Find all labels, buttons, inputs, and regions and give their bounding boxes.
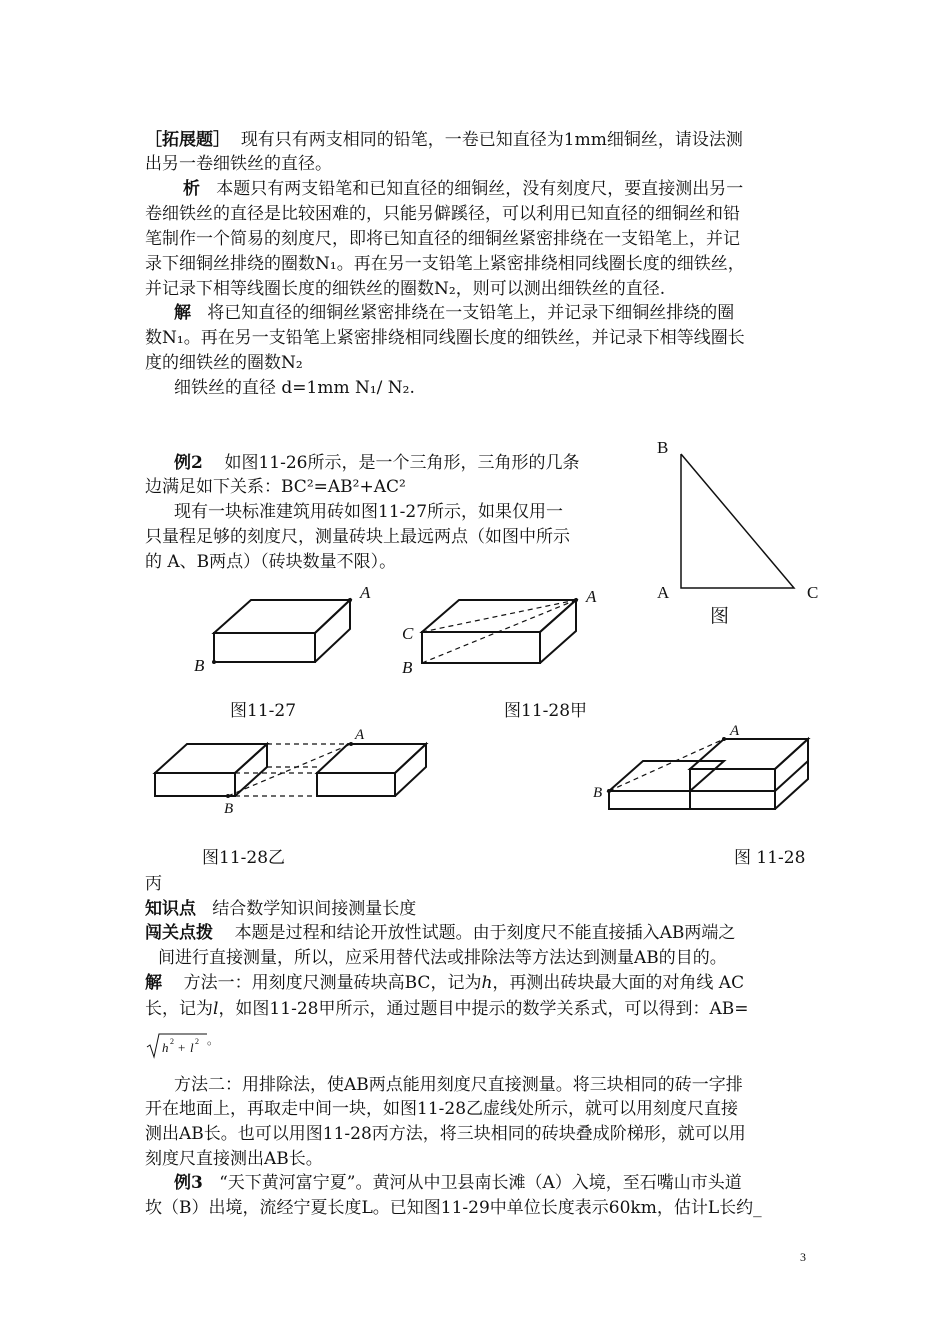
ex3-line-1 [174,1172,742,1194]
page-number: 3 [800,1250,806,1264]
solution-text-1a: 方法一：用刻度尺测量砖块高BC，记为 [183,973,482,993]
label-C: C [402,624,414,643]
caption-11-28-bing-suffix: 丙 [145,874,162,894]
label-A: A [360,583,371,602]
label-B: B [402,658,413,677]
ext-solution-1 [174,302,734,324]
ex3-text-1: “天下黄河富宁夏”。黄河从中卫县南长滩（A）入境，至石嘴山市头道 [219,1173,742,1193]
ex2-label: 例2 [174,453,203,473]
tips-line-2: 间进行直接测量，所以，应采用替代法或排除法等方法达到测量AB的目的。 [158,948,727,968]
label-A: A [730,723,740,739]
solution-text-1b: ，再测出砖块最大面的对角线 AC [492,973,745,993]
brick-figure-11-28-bing [590,720,820,820]
caption-11-27: 图11-27 [230,701,297,721]
left-brick-side [235,744,267,796]
ext-solution-3: 度的细铁丝的圈数N₂ [145,353,303,373]
ext-analysis-3: 笔制作一个简易的刻度尺，即将已知直径的细铜丝紧密排绕在一支铅笔上，并记 [145,229,740,249]
ex3-line-2: 坎（B）出境，流经宁夏长度L。已知图11-29中单位长度表示60km，估计L长约_ [145,1198,762,1218]
brick-front [214,633,315,662]
ex2-line-2: 边满足如下关系：BC²=AB²+AC² [145,477,406,497]
var-h: h [481,973,493,993]
point-B [212,660,216,664]
ext-analysis-2: 卷细铁丝的直径是比较困难的，只能另僻蹊径，可以利用已知直径的细铜丝和铅 [145,204,740,224]
ex2-line-3: 现有一块标准建筑用砖如图11-27所示，如果仅用一 [174,502,564,522]
ex2-line-1 [174,452,579,474]
tips-line-1 [145,922,735,944]
knowledge-text: 结合数学知识间接测量长度 [212,899,417,919]
brick-side [540,600,576,663]
right-brick-front [317,773,395,796]
solution-line-2 [145,998,748,1020]
ext-analysis-4: 录下细铜丝排绕的圈数N₁。再在另一支铅笔上紧密排绕相同线圈长度的细铁丝， [145,254,745,274]
ex2-line-4: 只量程足够的刻度尺，测量砖块上最远两点（如图中所示 [145,527,570,547]
sqrt-formula [145,1030,225,1060]
point-A [722,737,726,741]
ext-question-1: 现有只有两支相同的铅笔，一卷已知直径为1mm细铜丝，请设法测 [240,130,743,150]
ext-question-2: 出另一卷细铁丝的直径。 [145,154,332,174]
ext-line-1 [145,129,743,151]
formula-plus: + [178,1040,186,1055]
ext-analysis-1 [183,178,743,200]
diagonal-AC [422,600,576,632]
solution-line-1 [145,972,744,994]
tips-text-1: 本题是过程和结论开放性试题。由于刻度尺不能直接插入AB两端之 [234,923,736,943]
point-B [226,794,230,798]
brick-figure-11-27 [190,583,390,683]
knowledge-label: 知识点 [145,899,196,919]
formula-l: l [190,1040,194,1055]
solution-text-1: 将已知直径的细铜丝紧密排绕在一支铅笔上，并记录下细铜丝排绕的圈 [207,303,735,323]
knowledge-line [145,898,416,920]
ext-tag: ［拓展题］ [145,130,230,150]
point-A [348,598,352,602]
solution-line-3: 方法二：用排除法，使AB两点能用刻度尺直接测量。将三块相同的砖一字排 [174,1075,743,1095]
dash-AB [609,739,724,791]
right-brick-side [395,744,426,796]
stack-side [775,739,808,809]
analysis-text-1: 本题只有两支铅笔和已知直径的细铜丝，没有刻度尺，要直接测出另一 [216,179,744,199]
ex3-label: 例3 [174,1173,203,1193]
triangle-label-C: C [807,583,819,602]
label-B: B [194,656,205,675]
solution-line-6: 刻度尺直接测出AB长。 [145,1149,323,1169]
brick-top [422,600,576,632]
label-A: A [586,587,597,606]
triangle-label-A: A [657,583,670,602]
xi-label: 析 [183,179,200,199]
solution-line-4: 开在地面上，再取走中间一块，如图11-28乙虚线处所示，就可以用刻度尺直接 [145,1099,739,1119]
ext-analysis-5: 并记录下相等线圈长度的细铁丝的圈数N₂，则可以测出细铁丝的直径. [145,279,666,299]
var-l: l [213,999,219,1019]
solution-label: 解 [145,973,162,993]
point-A [574,598,578,602]
triangle-label-B: B [657,438,669,457]
ext-solution-4: 细铁丝的直径 d=1mm N₁/ N₂. [174,378,415,398]
bottom-left-top [609,761,724,791]
caption-11-28-bing: 图 11-28 [734,848,806,868]
formula-period: 。 [207,1033,220,1047]
ex2-text-1: 如图11-26所示，是一个三角形，三角形的几条 [224,453,580,473]
brick-front [422,632,540,663]
brick-side [315,600,350,662]
jie-label: 解 [174,303,191,323]
brick-figure-11-28-yi [140,725,440,820]
ext-solution-2: 数N₁。再在另一支铅笔上紧密排绕相同线圈长度的细铁丝，并记录下相等线圈长 [145,328,745,348]
left-brick-front [155,773,235,796]
formula-sq2: 2 [195,1037,199,1046]
caption-11-28-yi: 图11-28乙 [202,848,286,868]
point-A [349,742,353,746]
triangle-shape [681,454,794,588]
brick-figure-11-28-jia [400,583,610,683]
label-B: B [593,785,603,801]
caption-11-28-jia: 图11-28甲 [504,701,588,721]
formula-sq1: 2 [170,1037,174,1046]
solution-line-5: 测出AB长。也可以用图11-28丙方法，将三块相同的砖块叠成阶梯形，就可以用 [145,1124,746,1144]
bottom-row-front [609,791,775,809]
label-A: A [355,727,365,743]
ex2-line-5: 的 A、B两点）（砖块数量不限）。 [145,552,397,572]
solution-text-2a: 长，记为 [145,999,213,1019]
solution-text-2b: ，如图11-28甲所示，通过题目中提示的数学关系式，可以得到：AB= [218,999,749,1019]
dash-AB [228,744,351,796]
brick-top [214,600,350,633]
formula-h: h [162,1040,169,1055]
tips-label: 闯关点拨 [145,923,213,943]
triangle-caption: 图 [710,605,730,627]
point-B [607,789,611,793]
triangle-figure [640,430,820,630]
label-B: B [224,801,234,817]
